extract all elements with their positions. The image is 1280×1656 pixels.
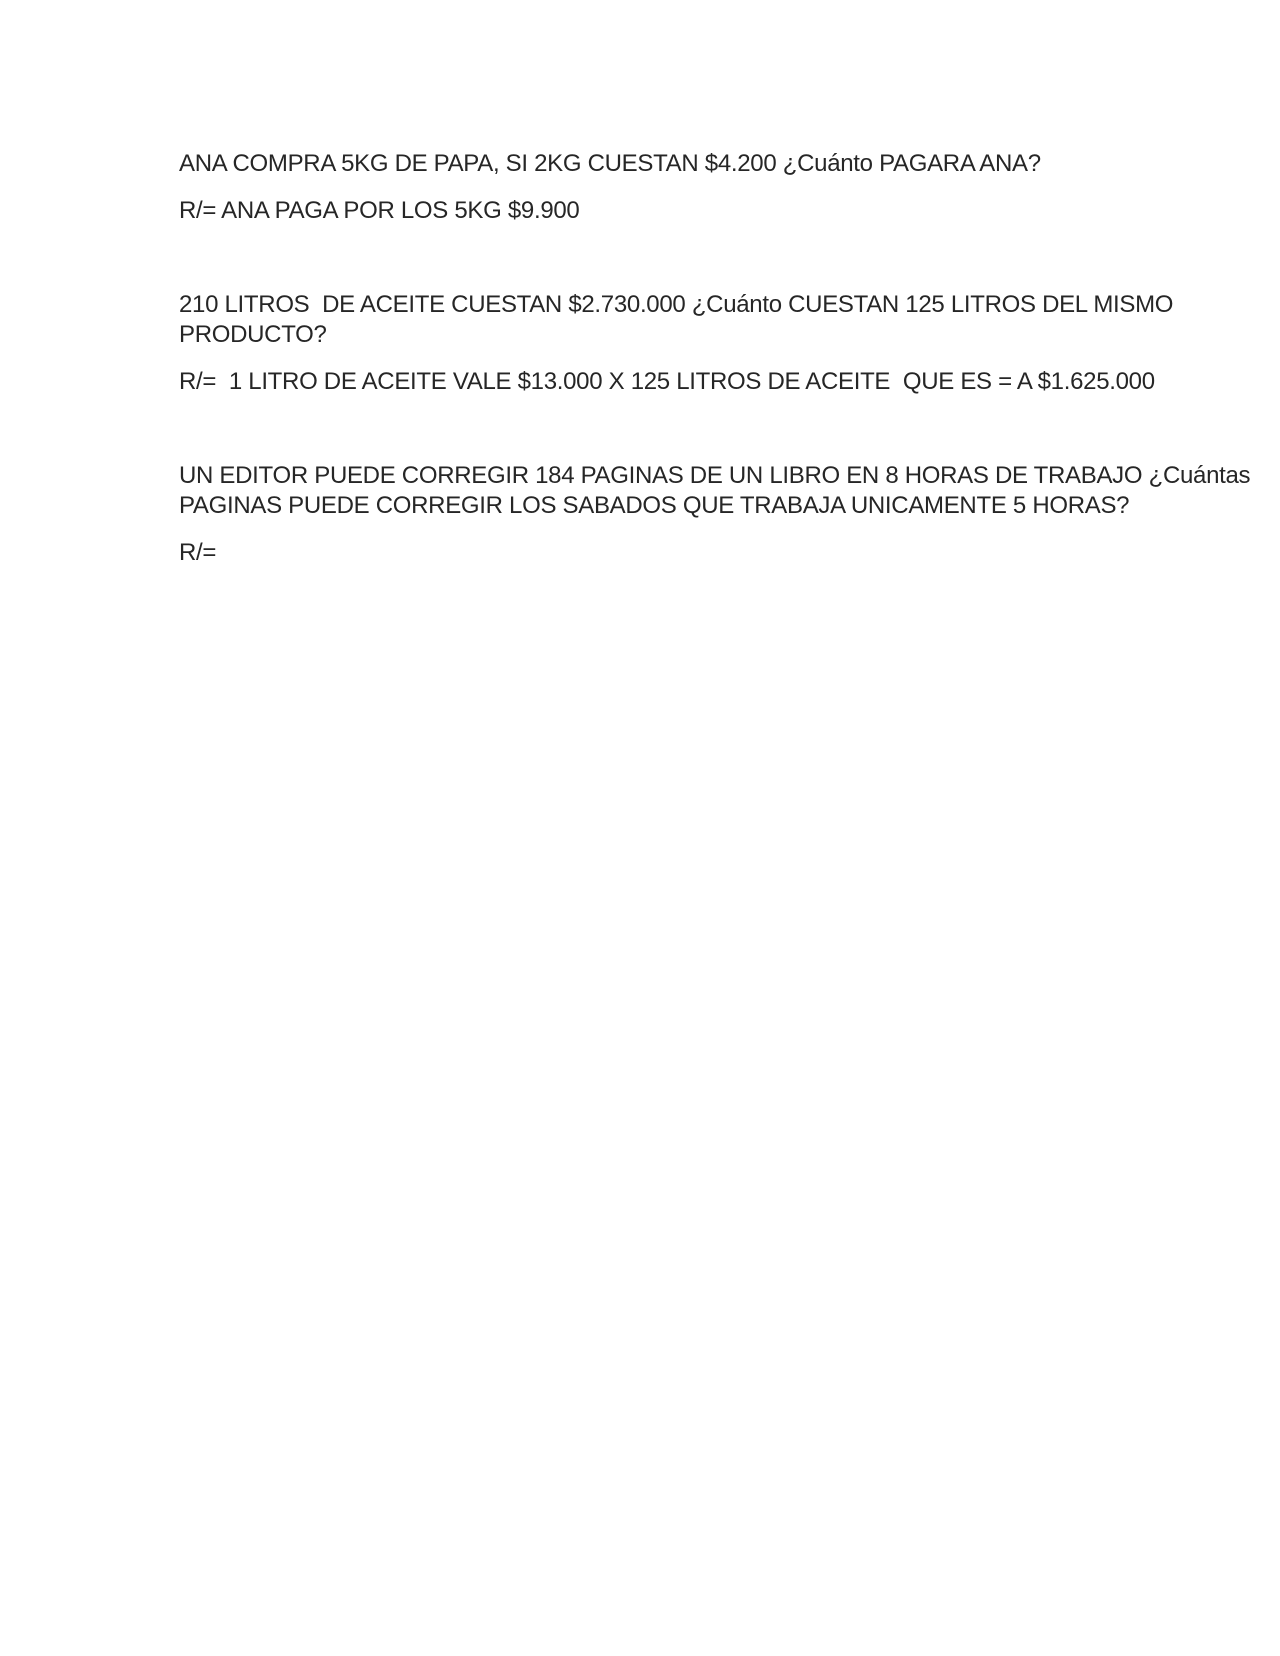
question-line: UN EDITOR PUEDE CORREGIR 184 PAGINAS DE UN LIBRO EN 8 HORAS DE TRABAJO ¿Cuántas <box>179 462 1251 489</box>
question-line: ANA COMPRA 5KG DE PAPA, SI 2KG CUESTAN $4.200 ¿Cuánto PAGARA ANA? <box>179 150 1041 177</box>
problem-1-question <box>179 149 1219 179</box>
document-body <box>179 149 1251 568</box>
question-line: 210 LITROS DE ACEITE CUESTAN $2.730.000 ¿Cuánto CUESTAN 125 LITROS DEL MISMO <box>179 291 1174 318</box>
problem-1-answer <box>179 196 1219 226</box>
answer-line: R/= ANA PAGA POR LOS 5KG $9.900 <box>179 197 580 224</box>
answer-line: R/= 1 LITRO DE ACEITE VALE $13.000 X 125 LITROS DE ACEITE QUE ES = A $1.625.000 <box>179 368 1155 395</box>
problem-2 <box>179 290 1219 397</box>
answer-line: R/= <box>179 539 217 566</box>
problem-2-answer <box>179 367 1219 397</box>
problem-3-question <box>179 461 1251 521</box>
question-line: PRODUCTO? <box>179 321 327 348</box>
problem-1 <box>179 149 1219 226</box>
problem-3 <box>179 461 1251 568</box>
problem-3-answer <box>179 538 1219 568</box>
problem-2-question <box>179 290 1219 350</box>
question-line: PAGINAS PUEDE CORREGIR LOS SABADOS QUE TRABAJA UNICAMENTE 5 HORAS? <box>179 492 1130 519</box>
